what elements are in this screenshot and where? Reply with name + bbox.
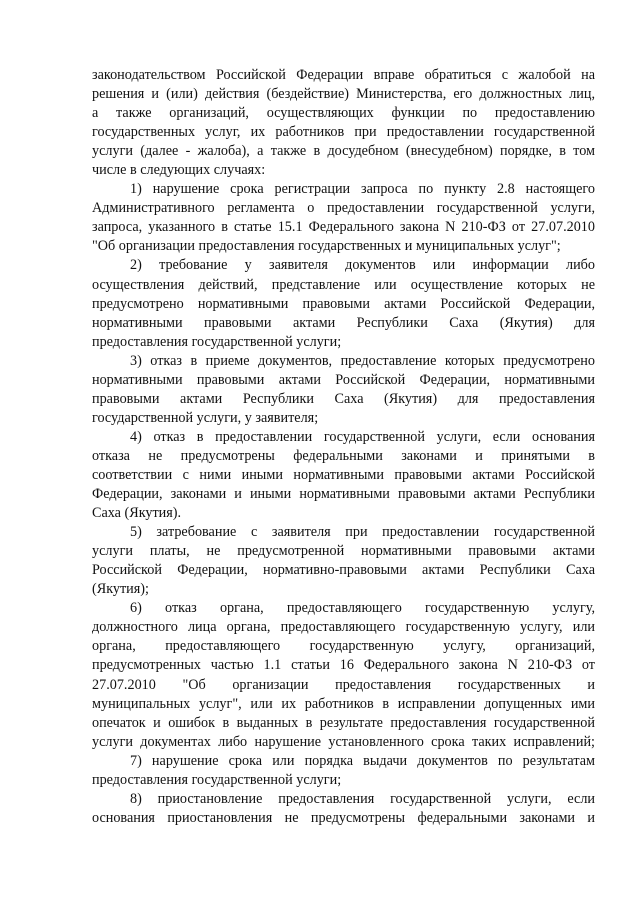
text-line: муниципальных услуг", или их работников в исправлении допущенных ими (92, 695, 595, 712)
text-line: 7) нарушение срока или порядка выдачи документов по результатам (130, 752, 595, 769)
paragraph-item-5 (92, 523, 595, 599)
text-line: Российской Федерации, нормативно-правовыми актами Республики Саха (92, 562, 595, 579)
text-line: Федерации, законами и иными нормативными правовыми актами Республики (92, 486, 595, 503)
text-line: 3) отказ в приеме документов, предоставление которых предусмотрено (130, 352, 595, 369)
text-line: услуги (далее - жалоба), а также в досудебном (внесудебном) порядке, в том (92, 143, 595, 160)
paragraph-item-4 (92, 428, 595, 523)
paragraph-item-8 (92, 790, 595, 828)
text-line: услуги документах либо нарушение установленного срока таких исправлений; (92, 733, 595, 750)
paragraph-item-6 (92, 599, 595, 751)
text-line: 5) затребование с заявителя при предоставлении государственной (130, 524, 595, 541)
document-page (92, 66, 595, 828)
text-line: основания приостановления не предусмотрены федеральными законами и (92, 809, 595, 826)
text-line: предусмотренных частью 1.1 статьи 16 Федерального закона N 210-ФЗ от (92, 657, 595, 674)
text-line: правовыми актами Республики Саха (Якутия) для предоставления (92, 390, 595, 407)
text-line: должностного лица органа, предоставляющего государственную услугу, или (92, 619, 595, 636)
text-line: Административного регламента о предоставлении государственной услуги, (92, 200, 595, 217)
text-line: услуги платы, не предусмотренной нормативными правовыми актами (92, 543, 595, 560)
paragraph-intro (92, 66, 595, 180)
text-line: 8) приостановление предоставления государственной услуги, если (130, 790, 595, 807)
text-line: 27.07.2010 "Об организации предоставления государственных и (92, 676, 595, 693)
text-line: а также организаций, осуществляющих функции по предоставлению (92, 105, 595, 122)
text-line: Саха (Якутия). (92, 505, 182, 522)
text-line: предоставления государственной услуги; (92, 333, 342, 350)
text-line: отказа не предусмотрены федеральными законами и принятыми в (92, 447, 595, 464)
text-line: решения и (или) действия (бездействие) Министерства, его должностных лиц, (92, 86, 595, 103)
text-line: числе в следующих случаях: (92, 162, 266, 179)
paragraph-item-7 (92, 752, 595, 790)
paragraph-item-2 (92, 256, 595, 351)
text-line: нормативными правовыми актами Российской Федерации, нормативными (92, 371, 595, 388)
text-line: 1) нарушение срока регистрации запроса по пункту 2.8 настоящего (130, 181, 595, 198)
text-line: запроса, указанного в статье 15.1 Федерального закона N 210-ФЗ от 27.07.2010 (92, 219, 595, 236)
text-line: 4) отказ в предоставлении государственной услуги, если основания (130, 428, 595, 445)
text-line: государственной услуги, у заявителя; (92, 409, 319, 426)
text-line: соответствии с ними иными нормативными правовыми актами Российской (92, 466, 595, 483)
text-line: (Якутия); (92, 581, 149, 598)
text-line: опечаток и ошибок в выданных в результате предоставления государственной (92, 714, 595, 731)
text-line: законодательством Российской Федерации вправе обратиться с жалобой на (92, 67, 595, 83)
text-line: органа, предоставляющего государственную услугу, организаций, (92, 638, 595, 655)
text-line: государственных услуг, их работников при предоставлении государственной (92, 124, 595, 141)
text-line: 2) требование у заявителя документов или информации либо (130, 257, 595, 274)
text-line: 6) отказ органа, предоставляющего государственную услугу, (130, 600, 595, 617)
text-line: предоставления государственной услуги; (92, 771, 342, 788)
paragraph-item-3 (92, 352, 595, 428)
text-line: осуществления действий, представление или осуществление которых не (92, 276, 595, 293)
text-line: предусмотрено нормативными правовыми актами Российской Федерации, (92, 295, 595, 312)
paragraph-item-1 (92, 180, 595, 256)
text-line: нормативными правовыми актами Республики Саха (Якутия) для (92, 314, 595, 331)
text-line: "Об организации предоставления государственных и муниципальных услуг"; (92, 238, 561, 255)
